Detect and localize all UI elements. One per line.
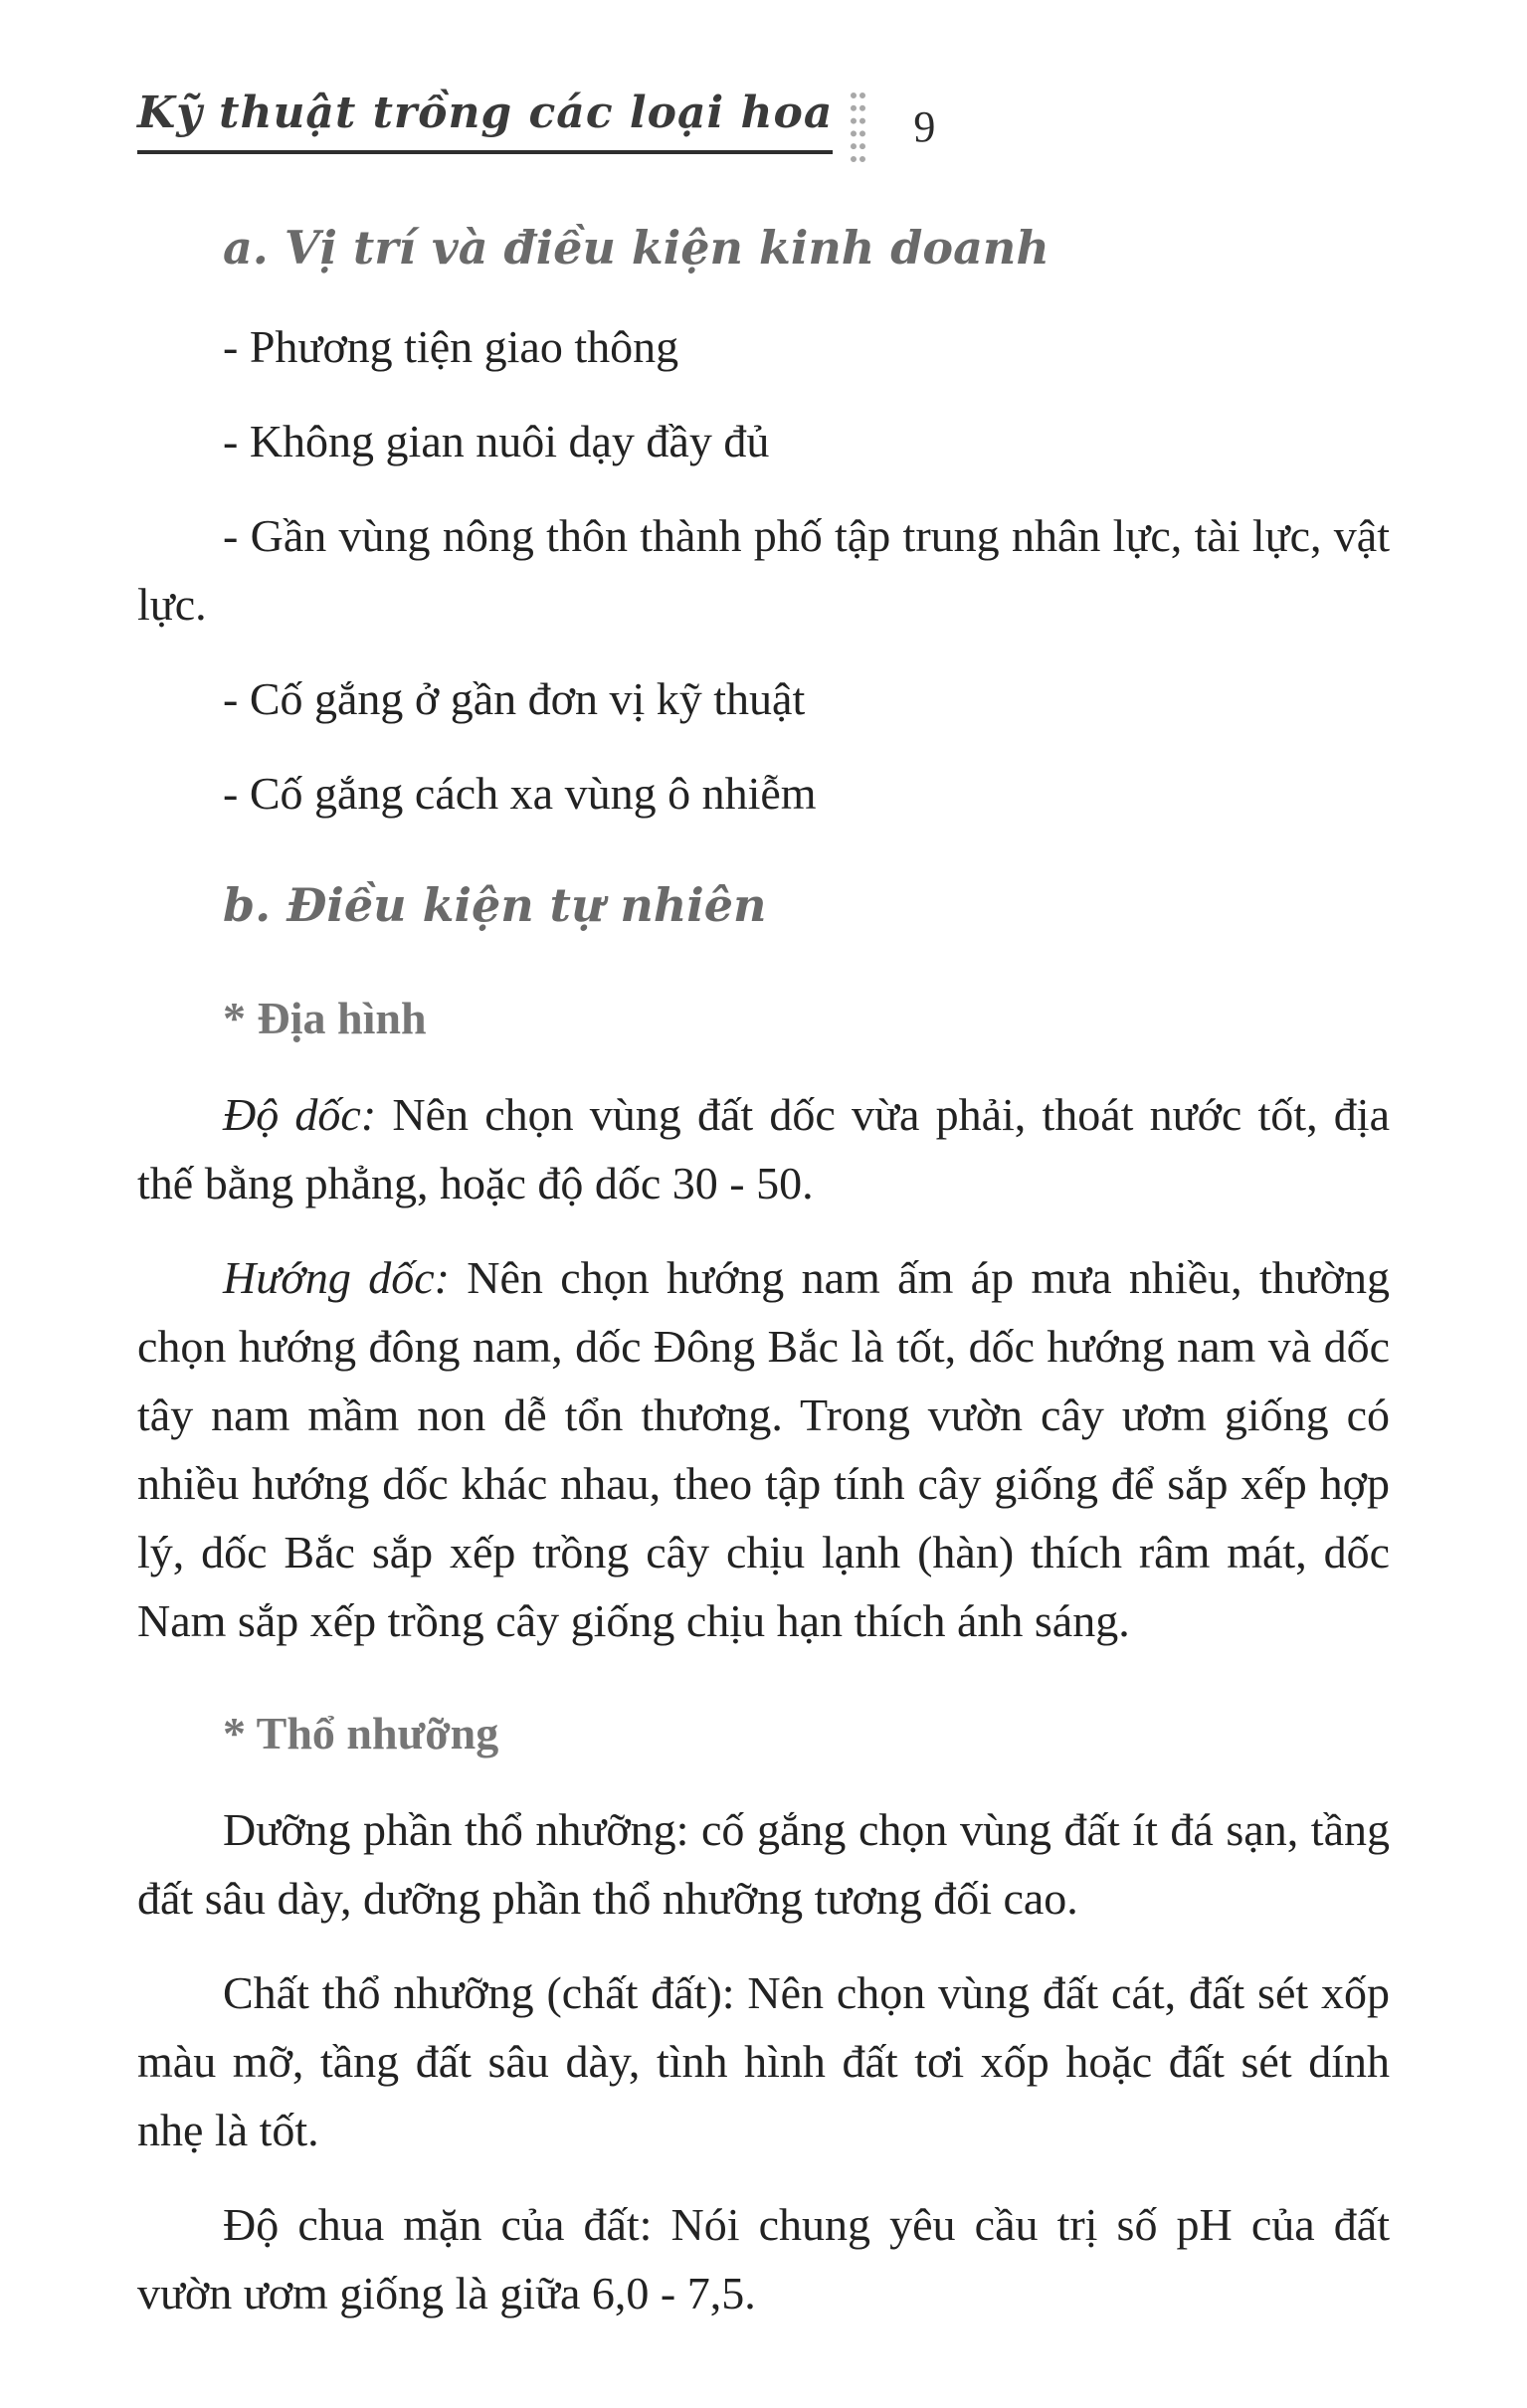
paragraph-soil-ph: Độ chua mặn của đất: Nói chung yêu cầu trị số pH của đất vườn ươm giống là giữa 6,0 - 7,5. xyxy=(137,2199,1390,2318)
bullet-item-near-town: - Gần vùng nông thôn thành phố tập trung nhân lực, tài lực, vật lực. xyxy=(137,510,1390,630)
paragraph-slope-text: Nên chọn vùng đất dốc vừa phải, thoát nước tốt, địa thế bằng phẳng, hoặc độ dốc 30 - 50. xyxy=(137,1089,1390,1208)
paragraph-slope-direction-lead: Hướng dốc: xyxy=(223,1252,450,1303)
header-title-block xyxy=(137,88,833,154)
bullet-item-transport: - Phương tiện giao thông xyxy=(223,321,679,372)
page-header xyxy=(137,88,1390,154)
heading-section-a: a. Vị trí và điều kiện kinh doanh xyxy=(223,221,1050,275)
heading-section-b: b. Điều kiện tự nhiên xyxy=(223,878,767,932)
paragraph-slope-direction-text: Nên chọn hướng nam ấm áp mưa nhiều, thường chọn hướng đông nam, dốc Đông Bắc là tốt, dốc hướng nam và dốc tây nam mầm non dễ tổn thương. Trong vườn cây ươm giống có nhiều hướng dốc khác nhau, theo tập tính cây giống để sắp xếp hợp lý, dốc Bắc sắp xếp trồng cây chịu lạnh (hàn) thích râm mát, dốc Nam sắp xếp trồng cây giống chịu hạn thích ánh sáng. xyxy=(137,1252,1390,1646)
page-number: 9 xyxy=(913,102,936,151)
paragraph-slope-direction xyxy=(137,1243,1390,1655)
paragraph-slope xyxy=(137,1080,1390,1217)
bullet-item-space: - Không gian nuôi dạy đầy đủ xyxy=(223,416,770,466)
subheading-terrain: * Địa hình xyxy=(223,993,427,1043)
bullet-item-pollution: - Cố gắng cách xa vùng ô nhiễm xyxy=(223,768,817,819)
subheading-soil: * Thổ nhưỡng xyxy=(223,1708,499,1759)
paragraph-soil-nutrition: Dưỡng phần thổ nhưỡng: cố gắng chọn vùng đất ít đá sạn, tầng đất sâu dày, dưỡng phần thổ nhưỡng tương đối cao. xyxy=(137,1804,1390,1924)
paragraph-soil-type: Chất thổ nhưỡng (chất đất): Nên chọn vùng đất cát, đất sét xốp màu mỡ, tầng đất sâu dày, tình hình đất tơi xốp hoặc đất sét dính nhẹ là tốt. xyxy=(137,1967,1390,2155)
bullet-item-technical-unit: - Cố gắng ở gần đơn vị kỹ thuật xyxy=(223,673,806,724)
dotted-divider-ornament xyxy=(851,93,865,162)
book-title: Kỹ thuật trồng các loại hoa xyxy=(137,88,834,138)
page-content xyxy=(137,214,1390,2327)
paragraph-slope-lead: Độ dốc: xyxy=(223,1089,377,1140)
